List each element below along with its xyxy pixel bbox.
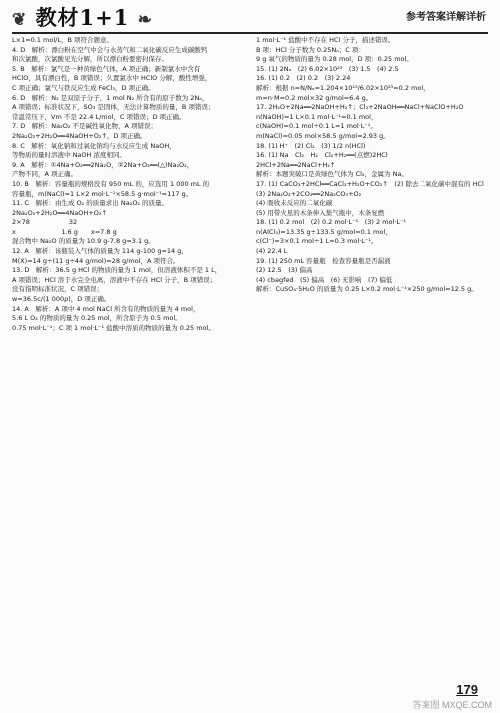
- text-line: A 项错误；标准状况下，SO₃ 是固体，无法计算物质的量，B 项错误；: [12, 103, 215, 112]
- text-line: M(X)=14 g÷(11 g÷44 g/mol)=28 g/mol，A 项符合。: [12, 256, 180, 265]
- text-line: 10. B 解析：容量瓶的规格没有 950 mL 的，应选用 1 000 mL 的: [12, 179, 210, 188]
- text-line: c(Cl⁻)=3×0.1 mol÷1 L=0.3 mol·L⁻¹。: [256, 237, 378, 246]
- right-column: [256, 36, 488, 295]
- text-line: 等物质的量时溶液中 NaOH 浓度相同。: [12, 151, 126, 160]
- text-line: (3) 2Na₂O₂+2CO₂══2Na₂CO₃+O₂: [256, 189, 362, 198]
- text-line: 2Na₂O₂+2H₂O══4NaOH+O₂↑，D 项正确。: [12, 131, 147, 140]
- text-line: B 项：HCl 分子数为 0.25Nₐ；C 项：: [256, 45, 365, 54]
- text-line: (4) 22.4 L: [256, 247, 288, 256]
- text-line: (4) cbagfed (5) 偏高 (6) 无影响 (7) 偏低: [256, 275, 393, 284]
- text-line: 5.6 L O₂ 的物质的量为 0.25 mol，所含原子为 0.5 mol。: [12, 314, 182, 323]
- text-line: (4) 吸收未反应的二氧化碳: [256, 199, 333, 208]
- text-line: 16. (1) 0.2 (2) 0.2 (3) 2.24: [256, 74, 351, 83]
- text-line: 2Na₂O₂+2H₂O══4NaOH+O₂↑: [12, 208, 107, 217]
- text-line: c(NaOH)=0.1 mol÷0.1 L=1 mol·L⁻¹。: [256, 122, 377, 131]
- leaf-icon: ❦: [12, 10, 28, 30]
- text-line: x 1.6 g x=7.8 g: [12, 227, 117, 236]
- text-line: n(AlCl₃)=13.35 g÷133.5 g/mol=0.1 mol，: [256, 227, 392, 236]
- text-line: 2HCl+2Na══2NaCl+H₂↑: [256, 160, 336, 169]
- text-line: m=n·M=0.2 mol×32 g/mol=6.4 g。: [256, 93, 373, 102]
- text-line: 0.75 mol·L⁻¹；C 项 1 mol·L⁻¹ 盐酸中溶质的物质的量为 0.25 mol。: [12, 323, 215, 332]
- text-line: 产物不同，A 项正确。: [12, 170, 78, 179]
- text-line: A 项错误；HCl 溶于水完全电离，溶液中不存在 HCl 分子，B 项错误；: [12, 275, 217, 284]
- text-line: 2×78 32: [12, 218, 78, 227]
- text-line: w=36.5c/(1 000ρ)，D 项正确。: [12, 295, 111, 304]
- watermark: 答案圈 MXQE.COM: [412, 700, 492, 710]
- text-line: (2) 12.5 (3) 偏高: [256, 266, 313, 275]
- text-line: 9. A 解析：①4Na+O₂══2Na₂O，②2Na+O₂══(△)Na₂O₂，: [12, 160, 194, 169]
- text-line: 解析：本题突破口是黄绿色气体为 Cl₂，金属为 Na。: [256, 170, 408, 179]
- book-logo: [12, 2, 153, 32]
- text-line: 解析：根据 n=N/Nₐ=1.204×10²³/6.02×10²³=0.2 mol，: [256, 83, 430, 92]
- text-line: HClO，具有漂白性，B 项错误；久置氯水中 HClO 分解，酸性增强，: [12, 74, 212, 83]
- text-line: 9 g 氧气的物质的量为 0.28 mol，D 项：0.25 mol。: [256, 55, 413, 64]
- text-line: 7. D 解析：Na₂O₂ 不是碱性氧化物，A 项错误；: [12, 122, 158, 131]
- text-line: 15. (1) 2Nₐ (2) 6.02×10²³ (3) 1.5 (4) 2.5: [256, 64, 399, 73]
- text-line: 常温常压下，Vm 不是 22.4 L/mol，C 项错误；D 项正确。: [12, 112, 186, 121]
- logo-text: 教材1+1: [35, 5, 130, 30]
- text-line: 和次氯酸，次氯酸见光分解，所以漂白粉要密封保存。: [12, 55, 168, 64]
- header-rule: [12, 32, 488, 34]
- text-line: 混合物中 Na₂O 的质量为 10.9 g-7.8 g=3.1 g。: [12, 237, 155, 246]
- text-line: 11. C 解析：由生成 O₂ 的质量求出 Na₂O₂ 的质量。: [12, 199, 169, 208]
- text-line: 解析：CuSO₄·5H₂O 的质量为 0.25 L×0.2 mol·L⁻¹×250 g/mol=12.5 g。: [256, 285, 478, 294]
- text-line: 17. 2H₂O+2Na══2NaOH+H₂↑；Cl₂+2NaOH══NaCl+NaClO+H₂O: [256, 103, 464, 112]
- text-line: 14. A 解析：A 项中 4 mol NaCl 所含有的物质的量为 4 mol，: [12, 304, 200, 313]
- text-line: 12. A 解析：该瓶装入气体的质量为 114 g-100 g=14 g，: [12, 247, 188, 256]
- page-header: [0, 0, 500, 36]
- text-line: 5. B 解析：氯气是一种黄绿色气体，A 项正确；新制氯水中含有: [12, 64, 201, 73]
- text-line: (5) 用带火星的木条伸入集气瓶中，木条复燃: [256, 208, 385, 217]
- text-line: 没有指明标准状况，C 项错误；: [12, 285, 104, 294]
- text-line: m(NaCl)=0.05 mol×58.5 g/mol≈2.93 g。: [256, 131, 390, 140]
- text-line: 13. D 解析：36.5 g HCl 的物质的量为 1 mol，但溶液体积不是 1 L，: [12, 266, 222, 275]
- text-line: n(NaOH)=1 L×0.1 mol·L⁻¹=0.1 mol，: [256, 112, 378, 121]
- text-line: 16. (1) Na Cl₂ H₂ Cl₂+H₂══(点燃)2HCl: [256, 151, 388, 160]
- text-line: 容量瓶，m(NaCl)=1 L×2 mol·L⁻¹×58.5 g·mol⁻¹=117 g。: [12, 189, 193, 198]
- left-column: [12, 36, 244, 333]
- text-line: 19. (1) 250 mL 容量瓶 检查容量瓶是否漏液: [256, 256, 391, 265]
- leaf-icon: ❧: [137, 10, 153, 30]
- text-line: 4. D 解析：漂白粉在空气中会与水蒸气和二氧化碳反应生成碳酸钙: [12, 45, 208, 54]
- text-line: 17. (1) CaCO₃+2HCl══CaCl₂+H₂O+CO₂↑ (2) 除去二氧化碳中混有的 HCl: [256, 179, 484, 188]
- text-line: C 项正确；氯气与铁反应生成 FeCl₃，D 项正确。: [12, 83, 155, 92]
- text-line: 18. (1) H⁺ (2) Cl₂ (3) 1/2 n(HCl): [256, 141, 366, 150]
- text-line: L×1=0.1 mol/L，B 项符合题意。: [12, 36, 114, 44]
- text-line: 6. D 解析：N₂ 是双原子分子，1 mol N₂ 所含有的原子数为 2Nₐ，: [12, 93, 209, 102]
- page-number: 179: [456, 682, 478, 697]
- header-label: 参考答案详解详析: [406, 12, 486, 23]
- text-line: 8. C 解析：氧化钠和过氧化钠均与水反应生成 NaOH，: [12, 141, 176, 150]
- text-line: 18. (1) 0.2 mol (2) 0.2 mol·L⁻¹ (3) 2 mol·L⁻¹: [256, 218, 407, 227]
- text-line: 1 mol·L⁻¹ 盐酸中不存在 HCl 分子，描述错误。: [256, 36, 395, 44]
